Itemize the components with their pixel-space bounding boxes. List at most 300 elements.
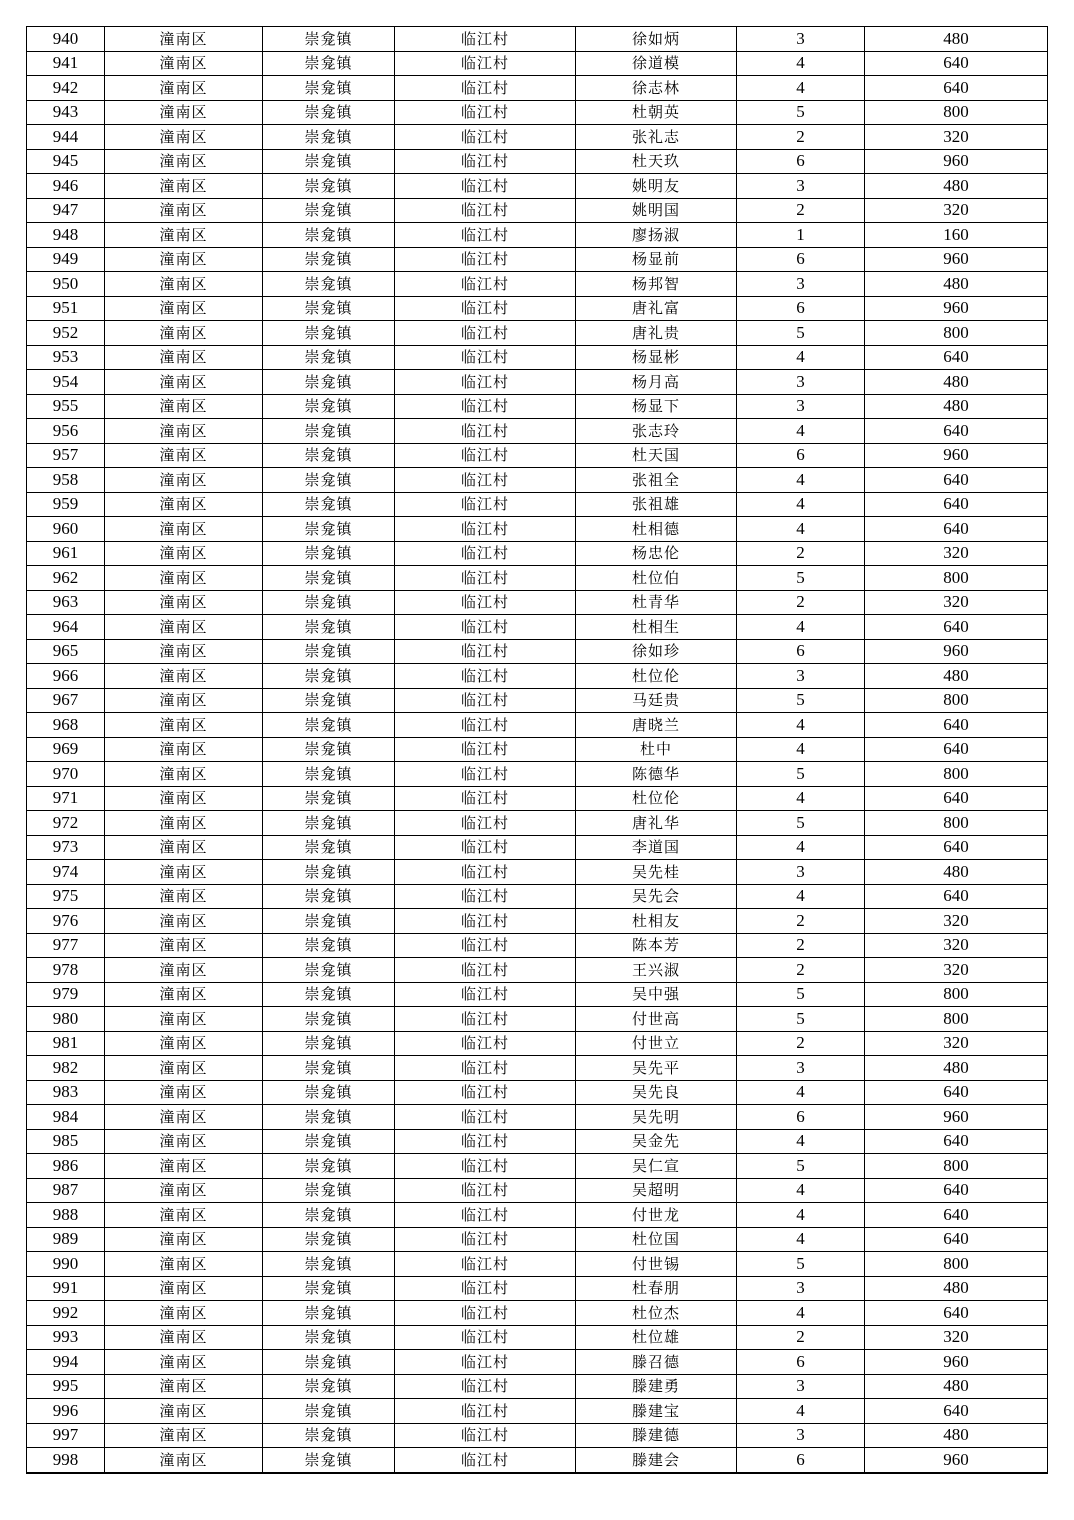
table-row — [27, 909, 1048, 934]
village-cell: 临江村 — [395, 100, 576, 125]
household-size-cell: 6 — [737, 1448, 865, 1473]
amount-cell: 800 — [865, 688, 1048, 713]
village-cell: 临江村 — [395, 909, 576, 934]
amount-cell: 480 — [865, 27, 1048, 52]
table-row — [27, 1203, 1048, 1228]
town-cell: 崇龛镇 — [263, 468, 395, 493]
amount-cell: 640 — [865, 1080, 1048, 1105]
row-number-cell: 946 — [27, 174, 105, 199]
table-row — [27, 443, 1048, 468]
village-cell: 临江村 — [395, 1374, 576, 1399]
row-number-cell: 986 — [27, 1154, 105, 1179]
table-row — [27, 982, 1048, 1007]
household-size-cell: 3 — [737, 1276, 865, 1301]
table-row — [27, 149, 1048, 174]
district-cell: 潼南区 — [105, 1031, 263, 1056]
town-cell: 崇龛镇 — [263, 76, 395, 101]
district-cell: 潼南区 — [105, 1374, 263, 1399]
household-size-cell: 2 — [737, 590, 865, 615]
district-cell: 潼南区 — [105, 296, 263, 321]
row-number-cell: 956 — [27, 419, 105, 444]
village-cell: 临江村 — [395, 639, 576, 664]
district-cell: 潼南区 — [105, 590, 263, 615]
row-number-cell: 965 — [27, 639, 105, 664]
table-row — [27, 321, 1048, 346]
district-cell: 潼南区 — [105, 517, 263, 542]
name-cell: 杜位伯 — [576, 566, 737, 591]
amount-cell: 480 — [865, 174, 1048, 199]
row-number-cell: 978 — [27, 958, 105, 983]
row-number-cell: 979 — [27, 982, 105, 1007]
household-size-cell: 4 — [737, 835, 865, 860]
district-cell: 潼南区 — [105, 688, 263, 713]
table-row — [27, 1129, 1048, 1154]
table-row — [27, 541, 1048, 566]
table-row — [27, 933, 1048, 958]
district-cell: 潼南区 — [105, 272, 263, 297]
town-cell: 崇龛镇 — [263, 1276, 395, 1301]
row-number-cell: 950 — [27, 272, 105, 297]
household-size-cell: 4 — [737, 884, 865, 909]
town-cell: 崇龛镇 — [263, 762, 395, 787]
table-row — [27, 174, 1048, 199]
row-number-cell: 980 — [27, 1007, 105, 1032]
town-cell: 崇龛镇 — [263, 321, 395, 346]
amount-cell: 800 — [865, 1154, 1048, 1179]
name-cell: 吴先平 — [576, 1056, 737, 1081]
table-row — [27, 1448, 1048, 1473]
table-row — [27, 1227, 1048, 1252]
district-cell: 潼南区 — [105, 321, 263, 346]
table-row — [27, 1080, 1048, 1105]
household-size-cell: 5 — [737, 1252, 865, 1277]
village-cell: 临江村 — [395, 468, 576, 493]
amount-cell: 640 — [865, 737, 1048, 762]
name-cell: 杨忠伦 — [576, 541, 737, 566]
district-cell: 潼南区 — [105, 76, 263, 101]
row-number-cell: 992 — [27, 1301, 105, 1326]
household-size-cell: 6 — [737, 639, 865, 664]
district-cell: 潼南区 — [105, 419, 263, 444]
village-cell: 临江村 — [395, 1203, 576, 1228]
table-row — [27, 517, 1048, 542]
town-cell: 崇龛镇 — [263, 174, 395, 199]
row-number-cell: 942 — [27, 76, 105, 101]
household-size-cell: 4 — [737, 737, 865, 762]
household-size-cell: 3 — [737, 1056, 865, 1081]
district-cell: 潼南区 — [105, 762, 263, 787]
household-size-cell: 6 — [737, 443, 865, 468]
village-cell: 临江村 — [395, 1080, 576, 1105]
table-row — [27, 394, 1048, 419]
name-cell: 杨显前 — [576, 247, 737, 272]
town-cell: 崇龛镇 — [263, 1154, 395, 1179]
town-cell: 崇龛镇 — [263, 149, 395, 174]
town-cell: 崇龛镇 — [263, 1080, 395, 1105]
table-row — [27, 76, 1048, 101]
household-size-cell: 5 — [737, 321, 865, 346]
row-number-cell: 953 — [27, 345, 105, 370]
district-cell: 潼南区 — [105, 615, 263, 640]
name-cell: 滕建勇 — [576, 1374, 737, 1399]
district-cell: 潼南区 — [105, 1325, 263, 1350]
village-cell: 临江村 — [395, 786, 576, 811]
amount-cell: 960 — [865, 296, 1048, 321]
amount-cell: 640 — [865, 835, 1048, 860]
name-cell: 滕召德 — [576, 1350, 737, 1375]
town-cell: 崇龛镇 — [263, 615, 395, 640]
row-number-cell: 951 — [27, 296, 105, 321]
household-size-cell: 4 — [737, 517, 865, 542]
amount-cell: 640 — [865, 345, 1048, 370]
village-cell: 临江村 — [395, 688, 576, 713]
district-cell: 潼南区 — [105, 566, 263, 591]
row-number-cell: 993 — [27, 1325, 105, 1350]
amount-cell: 640 — [865, 786, 1048, 811]
table-row — [27, 223, 1048, 248]
name-cell: 姚明国 — [576, 198, 737, 223]
table-row — [27, 1423, 1048, 1448]
table-row — [27, 27, 1048, 52]
household-size-cell: 4 — [737, 1399, 865, 1424]
row-number-cell: 985 — [27, 1129, 105, 1154]
town-cell: 崇龛镇 — [263, 639, 395, 664]
town-cell: 崇龛镇 — [263, 1252, 395, 1277]
table-row — [27, 1056, 1048, 1081]
village-cell: 临江村 — [395, 1301, 576, 1326]
district-cell: 潼南区 — [105, 909, 263, 934]
district-cell: 潼南区 — [105, 394, 263, 419]
name-cell: 李道国 — [576, 835, 737, 860]
table-row — [27, 688, 1048, 713]
town-cell: 崇龛镇 — [263, 517, 395, 542]
roster-table-body — [27, 27, 1048, 1473]
town-cell: 崇龛镇 — [263, 1374, 395, 1399]
household-size-cell: 5 — [737, 762, 865, 787]
amount-cell: 320 — [865, 933, 1048, 958]
village-cell: 临江村 — [395, 419, 576, 444]
table-row — [27, 468, 1048, 493]
town-cell: 崇龛镇 — [263, 737, 395, 762]
amount-cell: 800 — [865, 1252, 1048, 1277]
household-size-cell: 2 — [737, 541, 865, 566]
table-row — [27, 370, 1048, 395]
row-number-cell: 981 — [27, 1031, 105, 1056]
name-cell: 付世立 — [576, 1031, 737, 1056]
row-number-cell: 977 — [27, 933, 105, 958]
row-number-cell: 961 — [27, 541, 105, 566]
amount-cell: 800 — [865, 566, 1048, 591]
village-cell: 临江村 — [395, 1325, 576, 1350]
row-number-cell: 970 — [27, 762, 105, 787]
district-cell: 潼南区 — [105, 933, 263, 958]
name-cell: 张祖全 — [576, 468, 737, 493]
row-number-cell: 943 — [27, 100, 105, 125]
name-cell: 杜青华 — [576, 590, 737, 615]
town-cell: 崇龛镇 — [263, 664, 395, 689]
village-cell: 临江村 — [395, 51, 576, 76]
village-cell: 临江村 — [395, 762, 576, 787]
town-cell: 崇龛镇 — [263, 345, 395, 370]
household-size-cell: 4 — [737, 1301, 865, 1326]
name-cell: 吴超明 — [576, 1178, 737, 1203]
household-size-cell: 3 — [737, 860, 865, 885]
village-cell: 临江村 — [395, 566, 576, 591]
village-cell: 临江村 — [395, 590, 576, 615]
row-number-cell: 975 — [27, 884, 105, 909]
table-row — [27, 664, 1048, 689]
village-cell: 临江村 — [395, 884, 576, 909]
town-cell: 崇龛镇 — [263, 394, 395, 419]
name-cell: 徐志林 — [576, 76, 737, 101]
town-cell: 崇龛镇 — [263, 958, 395, 983]
household-size-cell: 4 — [737, 1227, 865, 1252]
amount-cell: 960 — [865, 443, 1048, 468]
table-row — [27, 296, 1048, 321]
town-cell: 崇龛镇 — [263, 1178, 395, 1203]
town-cell: 崇龛镇 — [263, 835, 395, 860]
town-cell: 崇龛镇 — [263, 541, 395, 566]
table-row — [27, 713, 1048, 738]
row-number-cell: 984 — [27, 1105, 105, 1130]
town-cell: 崇龛镇 — [263, 419, 395, 444]
name-cell: 吴金先 — [576, 1129, 737, 1154]
district-cell: 潼南区 — [105, 884, 263, 909]
table-row — [27, 51, 1048, 76]
household-size-cell: 5 — [737, 688, 865, 713]
table-row — [27, 615, 1048, 640]
name-cell: 张志玲 — [576, 419, 737, 444]
name-cell: 吴先桂 — [576, 860, 737, 885]
district-cell: 潼南区 — [105, 1154, 263, 1179]
row-number-cell: 940 — [27, 27, 105, 52]
district-cell: 潼南区 — [105, 1105, 263, 1130]
town-cell: 崇龛镇 — [263, 1448, 395, 1473]
amount-cell: 960 — [865, 149, 1048, 174]
household-size-cell: 4 — [737, 1203, 865, 1228]
village-cell: 临江村 — [395, 321, 576, 346]
town-cell: 崇龛镇 — [263, 566, 395, 591]
district-cell: 潼南区 — [105, 737, 263, 762]
row-number-cell: 976 — [27, 909, 105, 934]
name-cell: 王兴淑 — [576, 958, 737, 983]
village-cell: 临江村 — [395, 370, 576, 395]
name-cell: 廖扬淑 — [576, 223, 737, 248]
town-cell: 崇龛镇 — [263, 125, 395, 150]
district-cell: 潼南区 — [105, 51, 263, 76]
name-cell: 唐礼富 — [576, 296, 737, 321]
village-cell: 临江村 — [395, 125, 576, 150]
household-size-cell: 3 — [737, 394, 865, 419]
amount-cell: 480 — [865, 370, 1048, 395]
village-cell: 临江村 — [395, 1448, 576, 1473]
name-cell: 马廷贵 — [576, 688, 737, 713]
village-cell: 临江村 — [395, 492, 576, 517]
amount-cell: 320 — [865, 1031, 1048, 1056]
name-cell: 吴先会 — [576, 884, 737, 909]
town-cell: 崇龛镇 — [263, 909, 395, 934]
table-row — [27, 566, 1048, 591]
name-cell: 付世锡 — [576, 1252, 737, 1277]
district-cell: 潼南区 — [105, 1276, 263, 1301]
town-cell: 崇龛镇 — [263, 1350, 395, 1375]
amount-cell: 640 — [865, 492, 1048, 517]
town-cell: 崇龛镇 — [263, 786, 395, 811]
name-cell: 滕建宝 — [576, 1399, 737, 1424]
village-cell: 临江村 — [395, 713, 576, 738]
document-page — [26, 26, 1047, 1474]
row-number-cell: 945 — [27, 149, 105, 174]
row-number-cell: 990 — [27, 1252, 105, 1277]
district-cell: 潼南区 — [105, 198, 263, 223]
amount-cell: 160 — [865, 223, 1048, 248]
village-cell: 临江村 — [395, 1105, 576, 1130]
district-cell: 潼南区 — [105, 1203, 263, 1228]
row-number-cell: 949 — [27, 247, 105, 272]
table-row — [27, 1007, 1048, 1032]
table-row — [27, 1252, 1048, 1277]
table-row — [27, 786, 1048, 811]
row-number-cell: 969 — [27, 737, 105, 762]
town-cell: 崇龛镇 — [263, 1325, 395, 1350]
household-size-cell: 4 — [737, 786, 865, 811]
town-cell: 崇龛镇 — [263, 247, 395, 272]
village-cell: 临江村 — [395, 1031, 576, 1056]
row-number-cell: 955 — [27, 394, 105, 419]
name-cell: 吴先明 — [576, 1105, 737, 1130]
row-number-cell: 991 — [27, 1276, 105, 1301]
name-cell: 杨月高 — [576, 370, 737, 395]
district-cell: 潼南区 — [105, 713, 263, 738]
town-cell: 崇龛镇 — [263, 443, 395, 468]
district-cell: 潼南区 — [105, 541, 263, 566]
table-row — [27, 884, 1048, 909]
name-cell: 徐道模 — [576, 51, 737, 76]
district-cell: 潼南区 — [105, 1423, 263, 1448]
amount-cell: 640 — [865, 884, 1048, 909]
row-number-cell: 995 — [27, 1374, 105, 1399]
village-cell: 临江村 — [395, 394, 576, 419]
district-cell: 潼南区 — [105, 492, 263, 517]
amount-cell: 960 — [865, 247, 1048, 272]
household-size-cell: 2 — [737, 1325, 865, 1350]
household-size-cell: 3 — [737, 27, 865, 52]
household-size-cell: 5 — [737, 982, 865, 1007]
town-cell: 崇龛镇 — [263, 223, 395, 248]
village-cell: 临江村 — [395, 198, 576, 223]
town-cell: 崇龛镇 — [263, 1056, 395, 1081]
household-size-cell: 4 — [737, 51, 865, 76]
village-cell: 临江村 — [395, 1350, 576, 1375]
household-size-cell: 3 — [737, 664, 865, 689]
amount-cell: 640 — [865, 1178, 1048, 1203]
amount-cell: 640 — [865, 1227, 1048, 1252]
household-size-cell: 6 — [737, 247, 865, 272]
village-cell: 临江村 — [395, 1423, 576, 1448]
name-cell: 杜位国 — [576, 1227, 737, 1252]
roster-table — [26, 26, 1048, 1474]
amount-cell: 640 — [865, 713, 1048, 738]
name-cell: 杜春朋 — [576, 1276, 737, 1301]
row-number-cell: 960 — [27, 517, 105, 542]
amount-cell: 640 — [865, 1399, 1048, 1424]
district-cell: 潼南区 — [105, 1056, 263, 1081]
district-cell: 潼南区 — [105, 100, 263, 125]
amount-cell: 960 — [865, 1448, 1048, 1473]
town-cell: 崇龛镇 — [263, 590, 395, 615]
amount-cell: 480 — [865, 860, 1048, 885]
name-cell: 滕建德 — [576, 1423, 737, 1448]
district-cell: 潼南区 — [105, 1129, 263, 1154]
name-cell: 杨显彬 — [576, 345, 737, 370]
town-cell: 崇龛镇 — [263, 811, 395, 836]
name-cell: 杜中 — [576, 737, 737, 762]
village-cell: 临江村 — [395, 443, 576, 468]
district-cell: 潼南区 — [105, 860, 263, 885]
name-cell: 唐礼华 — [576, 811, 737, 836]
town-cell: 崇龛镇 — [263, 1301, 395, 1326]
household-size-cell: 4 — [737, 419, 865, 444]
table-row — [27, 835, 1048, 860]
row-number-cell: 948 — [27, 223, 105, 248]
village-cell: 临江村 — [395, 1007, 576, 1032]
table-row — [27, 1178, 1048, 1203]
row-number-cell: 962 — [27, 566, 105, 591]
name-cell: 唐礼贵 — [576, 321, 737, 346]
table-row — [27, 737, 1048, 762]
village-cell: 临江村 — [395, 835, 576, 860]
household-size-cell: 3 — [737, 272, 865, 297]
village-cell: 临江村 — [395, 737, 576, 762]
village-cell: 临江村 — [395, 1276, 576, 1301]
district-cell: 潼南区 — [105, 835, 263, 860]
table-row — [27, 1031, 1048, 1056]
name-cell: 徐如珍 — [576, 639, 737, 664]
table-row — [27, 272, 1048, 297]
row-number-cell: 968 — [27, 713, 105, 738]
amount-cell: 800 — [865, 1007, 1048, 1032]
town-cell: 崇龛镇 — [263, 296, 395, 321]
name-cell: 滕建会 — [576, 1448, 737, 1473]
town-cell: 崇龛镇 — [263, 51, 395, 76]
town-cell: 崇龛镇 — [263, 1423, 395, 1448]
name-cell: 吴仁宣 — [576, 1154, 737, 1179]
district-cell: 潼南区 — [105, 149, 263, 174]
village-cell: 临江村 — [395, 615, 576, 640]
town-cell: 崇龛镇 — [263, 1399, 395, 1424]
village-cell: 临江村 — [395, 958, 576, 983]
row-number-cell: 941 — [27, 51, 105, 76]
town-cell: 崇龛镇 — [263, 1227, 395, 1252]
row-number-cell: 971 — [27, 786, 105, 811]
row-number-cell: 998 — [27, 1448, 105, 1473]
district-cell: 潼南区 — [105, 27, 263, 52]
district-cell: 潼南区 — [105, 174, 263, 199]
row-number-cell: 963 — [27, 590, 105, 615]
town-cell: 崇龛镇 — [263, 272, 395, 297]
row-number-cell: 983 — [27, 1080, 105, 1105]
name-cell: 杜位杰 — [576, 1301, 737, 1326]
amount-cell: 640 — [865, 419, 1048, 444]
row-number-cell: 994 — [27, 1350, 105, 1375]
household-size-cell: 4 — [737, 615, 865, 640]
town-cell: 崇龛镇 — [263, 713, 395, 738]
village-cell: 临江村 — [395, 1399, 576, 1424]
household-size-cell: 3 — [737, 1374, 865, 1399]
household-size-cell: 4 — [737, 713, 865, 738]
household-size-cell: 2 — [737, 933, 865, 958]
name-cell: 杜天国 — [576, 443, 737, 468]
